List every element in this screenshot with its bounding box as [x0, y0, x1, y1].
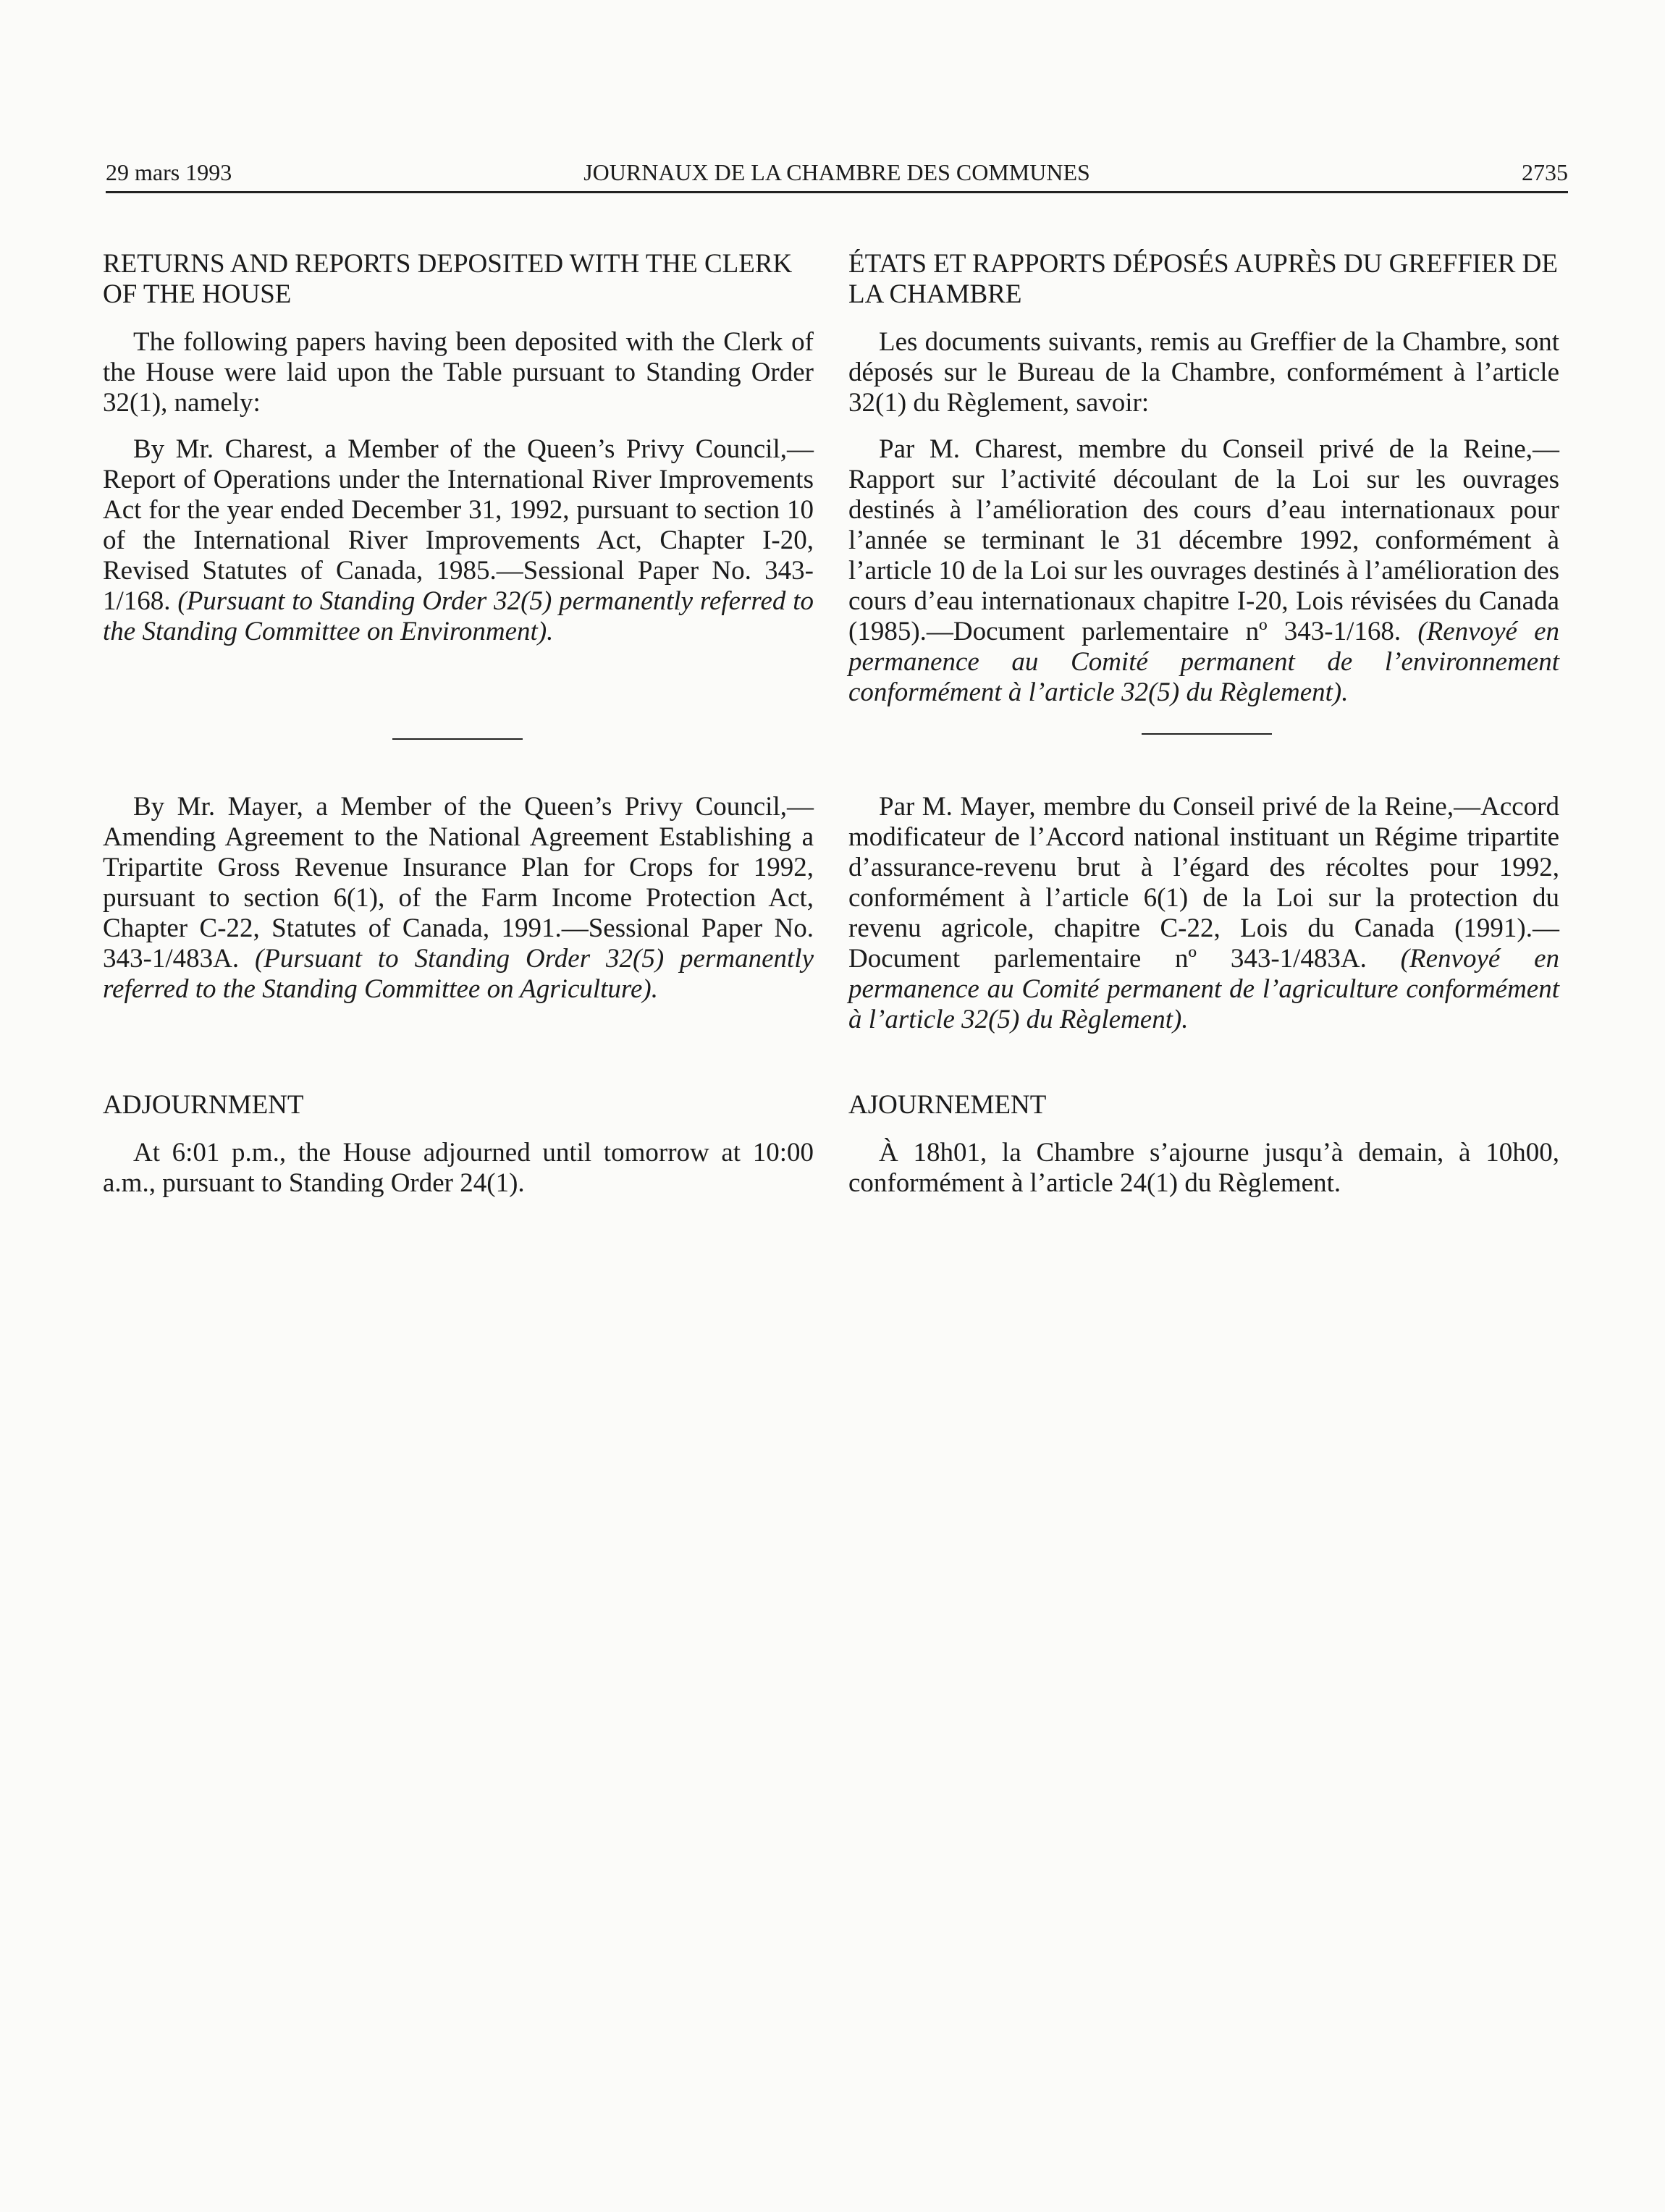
- charest-paper-fr: [848, 434, 1559, 708]
- english-column-adjournment: [103, 1090, 814, 1215]
- header-page-number: 2735: [1522, 159, 1568, 185]
- page-header: [106, 153, 1568, 193]
- separator-fr: [1142, 733, 1272, 735]
- charest-text-en: By Mr. Charest, a Member of the Queen’s Privy Council,—Report of Operations under the International River Improvements Act for the year ended December 31, 1992, pursuant to section 10 of the International River Improvements Act, Chapter I-20, Revised Statutes of Canada, 1985.—Sessional Paper No. 343-1/168.: [103, 434, 814, 616]
- mayer-text-fr: Par M. Mayer, membre du Conseil privé de la Reine,—Accord modificateur de l’Accord national instituant un Régime tripartite d’assurance-revenu brut à l’égard des récoltes pour 1992, conformément à l’article 6(1) de la Loi sur la protection du revenu agricole, chapitre C-22, Lois du Canada (1991).—Document parlementaire nº 343-1/483A.: [848, 792, 1559, 974]
- mayer-paper-en: [103, 792, 814, 1005]
- header-date: 29 mars 1993: [106, 159, 232, 185]
- header-journal-title: JOURNAUX DE LA CHAMBRE DES COMMUNES: [583, 159, 1090, 185]
- adjournment-text-en: At 6:01 p.m., the House adjourned until tomorrow at 10:00 a.m., pursuant to Standing Order 24(1).: [103, 1138, 814, 1198]
- adjournment-title-en: ADJOURNMENT: [103, 1090, 304, 1120]
- charest-paper-en: [103, 434, 814, 647]
- adjournment-text-fr: À 18h01, la Chambre s’ajourne jusqu’à demain, à 10h00, conformément à l’article 24(1) du Règlement.: [848, 1138, 1559, 1198]
- french-column-top: [848, 249, 1559, 724]
- mayer-text-en: By Mr. Mayer, a Member of the Queen’s Privy Council,—Amending Agreement to the National Agreement Establishing a Tripartite Gross Revenue Insurance Plan for Crops for 1992, pursuant to section 6(1), of the Farm Income Protection Act, Chapter C-22, Statutes of Canada, 1991.—Sessional Paper No. 343-1/483A.: [103, 792, 814, 974]
- adjournment-title-fr: AJOURNEMENT: [848, 1090, 1047, 1120]
- french-column-mayer: [848, 792, 1559, 1051]
- returns-intro-en: The following papers having been deposited with the Clerk of the House were laid upon the Table pursuant to Standing Order 32(1), namely:: [103, 327, 814, 418]
- charest-ref-fr: (Renvoyé en permanence au Comité permanent de l’environnement conformément à l’article 32(5) du Règlement).: [848, 617, 1559, 707]
- charest-text-fr: Par M. Charest, membre du Conseil privé de la Reine,—Rapport sur l’activité découlant de la Loi sur les ouvrages destinés à l’amélioration des cours d’eau internationaux pour l’année se terminant le 31 décembre 1992, conformément à l’article 10 de la Loi sur les ouvrages destinés à l’amélioration des cours d’eau internationaux chapitre I-20, Lois révisées du Canada (1985).—Document parlementaire nº 343-1/168.: [848, 434, 1559, 646]
- mayer-ref-fr: (Renvoyé en permanence au Comité permanent de l’agriculture conformément à l’article 32(5) du Règlement).: [848, 944, 1559, 1034]
- returns-title-en: RETURNS AND REPORTS DEPOSITED WITH THE CLERK OF THE HOUSE: [103, 249, 793, 309]
- charest-ref-en: (Pursuant to Standing Order 32(5) permanently referred to the Standing Committee on Environment).: [103, 586, 814, 646]
- english-column-mayer: [103, 792, 814, 1021]
- english-column-top: [103, 249, 814, 663]
- french-column-adjournment: [848, 1090, 1559, 1215]
- mayer-ref-en: (Pursuant to Standing Order 32(5) permanently referred to the Standing Committee on Agriculture).: [103, 944, 814, 1004]
- separator-en: [392, 738, 523, 740]
- mayer-paper-fr: [848, 792, 1559, 1035]
- returns-title-fr: ÉTATS ET RAPPORTS DÉPOSÉS AUPRÈS DU GREFFIER DE LA CHAMBRE: [848, 249, 1558, 309]
- returns-intro-fr: Les documents suivants, remis au Greffier de la Chambre, sont déposés sur le Bureau de la Chambre, conformément à l’article 32(1) du Règlement, savoir:: [848, 327, 1559, 418]
